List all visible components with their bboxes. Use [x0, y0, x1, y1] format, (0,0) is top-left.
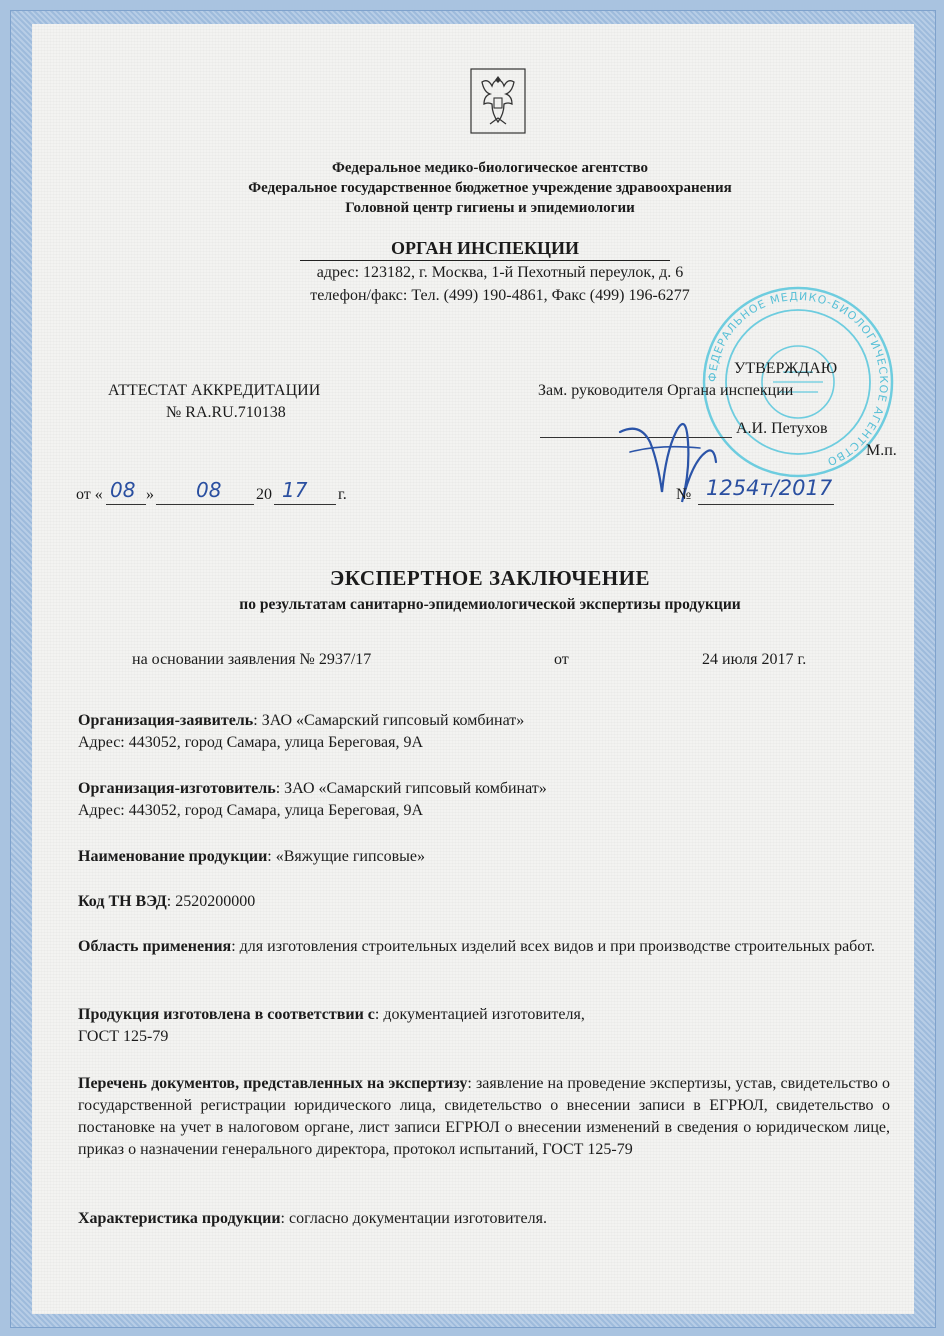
scope-label: Область применения [78, 938, 232, 955]
document-title: ЭКСПЕРТНОЕ ЗАКЛЮЧЕНИЕ [329, 566, 651, 590]
conformity-standard: ГОСТ 125-79 [78, 1028, 169, 1045]
year-underline [274, 504, 336, 505]
documents-label: Перечень документов, представленных на экспертизу [78, 1075, 468, 1092]
coat-of-arms-icon [470, 68, 526, 134]
characteristics-label: Характеристика продукции [78, 1210, 281, 1227]
date-prefix: от « [76, 486, 103, 503]
conformity-label: Продукция изготовлена в соответствии с [78, 1006, 375, 1023]
agency-name-line1: Федеральное медико-биологическое агентство [332, 160, 648, 176]
product-section [78, 846, 890, 868]
number-prefix: № [676, 486, 692, 503]
applicant-value: : ЗАО «Самарский гипсовый комбинат» [253, 712, 525, 729]
accreditation-title: АТТЕСТАТ АККРЕДИТАЦИИ [108, 382, 321, 399]
date-year: 17 [282, 478, 308, 502]
scope-value: : для изготовления строительных изделий всех видов и при производстве строительных работ. [231, 938, 875, 955]
applicant-label: Организация-заявитель [78, 712, 254, 729]
day-underline [106, 504, 146, 505]
handwritten-signature [610, 392, 730, 522]
manufacturer-label: Организация-изготовитель [78, 780, 276, 797]
inspection-body-title: ОРГАН ИНСПЕКЦИИ [300, 238, 670, 261]
code-label: Код ТН ВЭД [78, 893, 167, 910]
svg-text:ФЕДЕРАЛЬНОЕ МЕДИКО-БИОЛОГИЧЕСК [706, 290, 890, 469]
code-section [78, 891, 890, 913]
date-suffix: г. [338, 486, 347, 503]
approve-label: УТВЕРЖДАЮ [734, 360, 838, 377]
basis-from: от [554, 651, 569, 668]
documents-section [78, 1073, 890, 1161]
approver-name: А.И. Петухов [736, 420, 828, 437]
document-subtitle: по результатам санитарно-эпидемиологической экспертизы продукции [239, 596, 741, 613]
org-address: адрес: 123182, г. Москва, 1-й Пехотный переулок, д. 6 [316, 264, 684, 281]
product-label: Наименование продукции [78, 848, 268, 865]
manufacturer-address: Адрес: 443052, город Самара, улица Береговая, 9А [78, 802, 423, 819]
manufacturer-section [78, 778, 890, 822]
registration-number: 1254т/2017 [706, 476, 833, 500]
product-value: : «Вяжущие гипсовые» [267, 848, 426, 865]
seal-place-label: М.п. [866, 442, 897, 459]
month-underline [156, 504, 254, 505]
date-close-quote: » [146, 486, 154, 503]
conformity-value: : документацией изготовителя, [374, 1006, 585, 1023]
basis-application: на основании заявления № 2937/17 [132, 651, 372, 668]
characteristics-section [78, 1208, 890, 1230]
number-underline [698, 504, 834, 505]
stamp-ring-text: ФЕДЕРАЛЬНОЕ МЕДИКО-БИОЛОГИЧЕСКОЕ АГЕНТСТВО [705, 289, 891, 469]
agency-name-line3: Головной центр гигиены и эпидемиологии [345, 200, 635, 216]
conformity-section [78, 1004, 890, 1048]
accreditation-number: № RA.RU.710138 [166, 404, 286, 421]
applicant-address: Адрес: 443052, город Самара, улица Береговая, 9А [78, 734, 423, 751]
basis-date: 24 июля 2017 г. [702, 651, 807, 668]
characteristics-value: : согласно документации изготовителя. [280, 1210, 547, 1227]
date-year-prefix: 20 [256, 486, 272, 503]
applicant-section [78, 710, 890, 754]
scope-section [78, 936, 890, 958]
org-phone: телефон/факс: Тел. (499) 190-4861, Факс (499) 196-6277 [310, 287, 690, 304]
approver-position: Зам. руководителя Органа инспекции [538, 382, 794, 399]
documents-value: : заявление на проведение экспертизы, устав, свидетельство о государственной регистрации юридического лица, свидетельство о внесении записи в ЕГРЮЛ, свидетельство о постановке на учет в налоговом органе, лист записи ЕГРЮЛ о внесении изменений в сведения о юридическом лице, приказ о назначении генерального директора, протокол испытаний, ГОСТ 125-79 [78, 1075, 891, 1158]
agency-name-line2: Федеральное государственное бюджетное учреждение здравоохранения [248, 180, 732, 196]
date-month: 08 [196, 478, 222, 502]
manufacturer-value: : ЗАО «Самарский гипсовый комбинат» [275, 780, 547, 797]
date-day: 08 [110, 478, 136, 502]
code-value: : 2520200000 [166, 893, 256, 910]
